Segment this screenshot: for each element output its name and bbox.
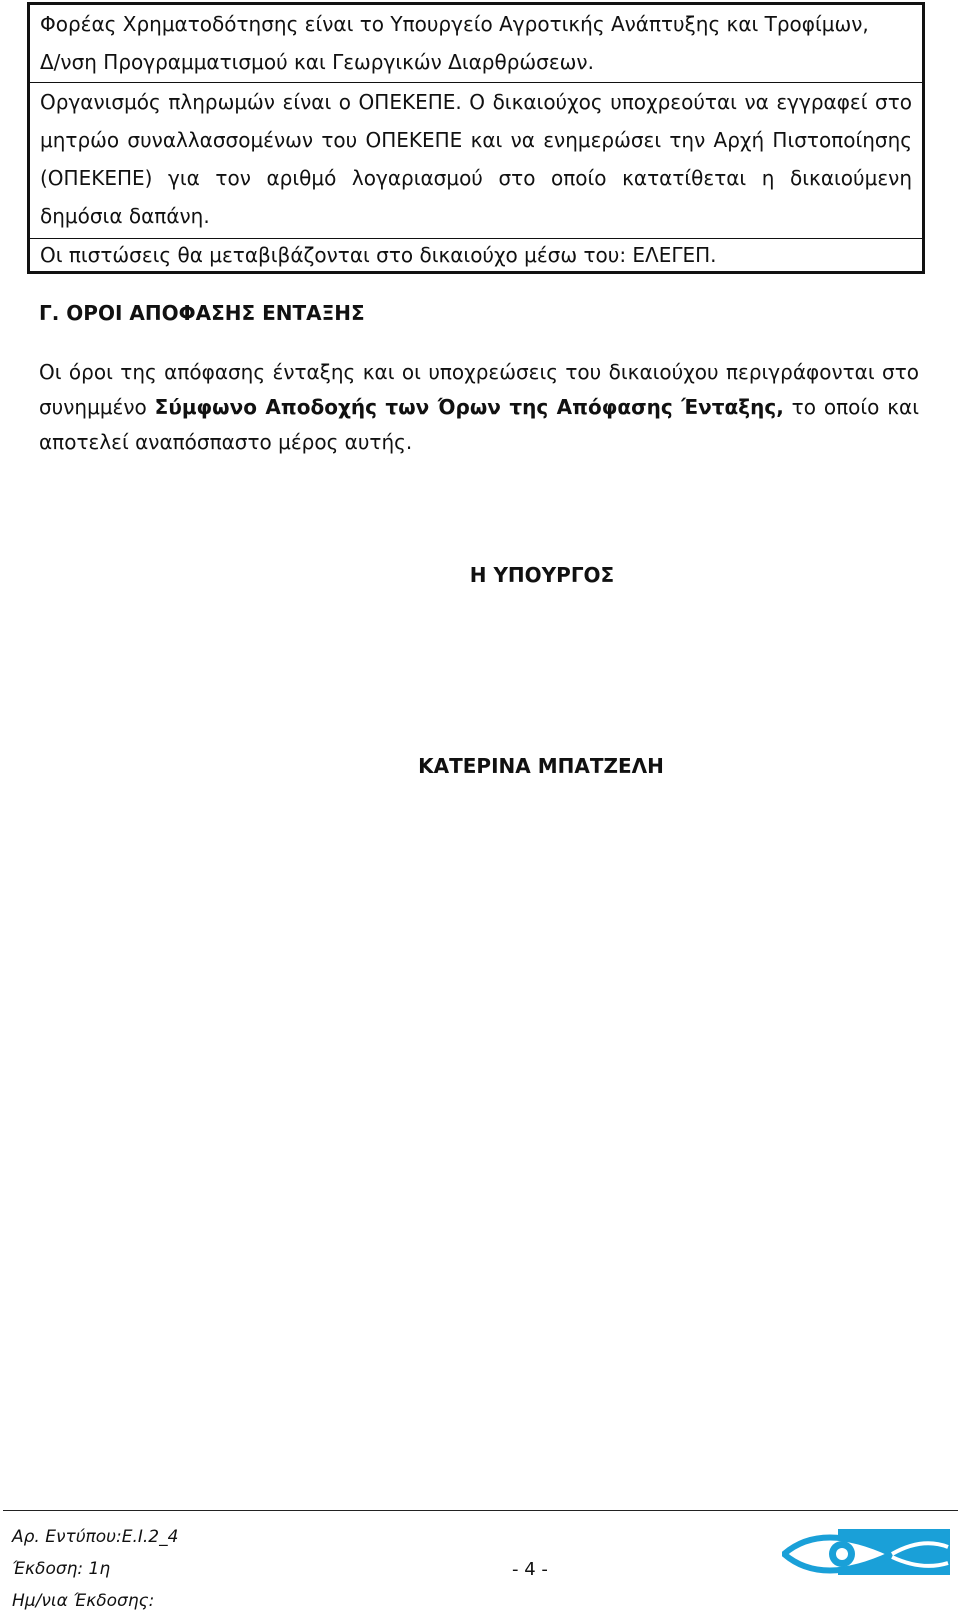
funding-body-line-2: Δ/νση Προγραμματισμού και Γεωργικών Διαρθρώσεων. (40, 50, 594, 74)
credits-transfer-row: Οι πιστώσεις θα μεταβιβάζονται στο δικαιούχο μέσω του: ΕΛΕΓΕΠ. (40, 243, 717, 267)
signatory-name: ΚΑΤΕΡΙΝΑ ΜΠΑΤΖΕΛΗ (418, 754, 664, 778)
signatory-title: Η ΥΠΟΥΡΓΟΣ (469, 563, 615, 587)
agreement-reference: Σύμφωνο Αποδοχής των Όρων της Απόφασης Ένταξης, (154, 395, 784, 419)
eye-logo-icon (782, 1527, 952, 1579)
footer-divider (3, 1510, 958, 1511)
paragraph-text-end: το οποίο και αποτελεί αναπόσπαστο μέρος αυτής. (39, 395, 919, 454)
payment-agency-row: Οργανισμός πληρωμών είναι ο ΟΠΕΚΕΠΕ. Ο δικαιούχος υποχρεούται να εγγραφεί στο μητρώο συναλλασσομένων του ΟΠΕΚΕΠΕ και να ενημερώσει την Αρχή Πιστοποίησης (ΟΠΕΚΕΠΕ) για τον αριθμό λογαριασμού στο οποίο κατατίθεται η δικαιούμενη δημόσια δαπάνη. (30, 83, 922, 239)
form-number: Αρ. Εντύπου:Ε.Ι.2_4 (12, 1527, 179, 1547)
funding-body-line-1: Φορέας Χρηματοδότησης είναι το Υπουργείο Αγροτικής Ανάπτυξης και Τροφίμων, (40, 12, 869, 36)
edition: Έκδοση: 1η (12, 1559, 111, 1579)
section-heading: Γ. ΟΡΟΙ ΑΠΟΦΑΣΗΣ ΕΝΤΑΞΗΣ (39, 301, 365, 325)
edition-date: Ημ/νια Έκδοσης: (12, 1591, 155, 1611)
funding-body-row (30, 5, 922, 83)
page-number: - 4 - (512, 1559, 548, 1580)
section-paragraph (39, 355, 919, 460)
paragraph-text-start: Οι όροι της απόφασης ένταξης και οι υποχρεώσεις του δικαιούχου περιγράφονται στο συνημμένο (39, 360, 919, 419)
funding-info-box (27, 2, 925, 274)
